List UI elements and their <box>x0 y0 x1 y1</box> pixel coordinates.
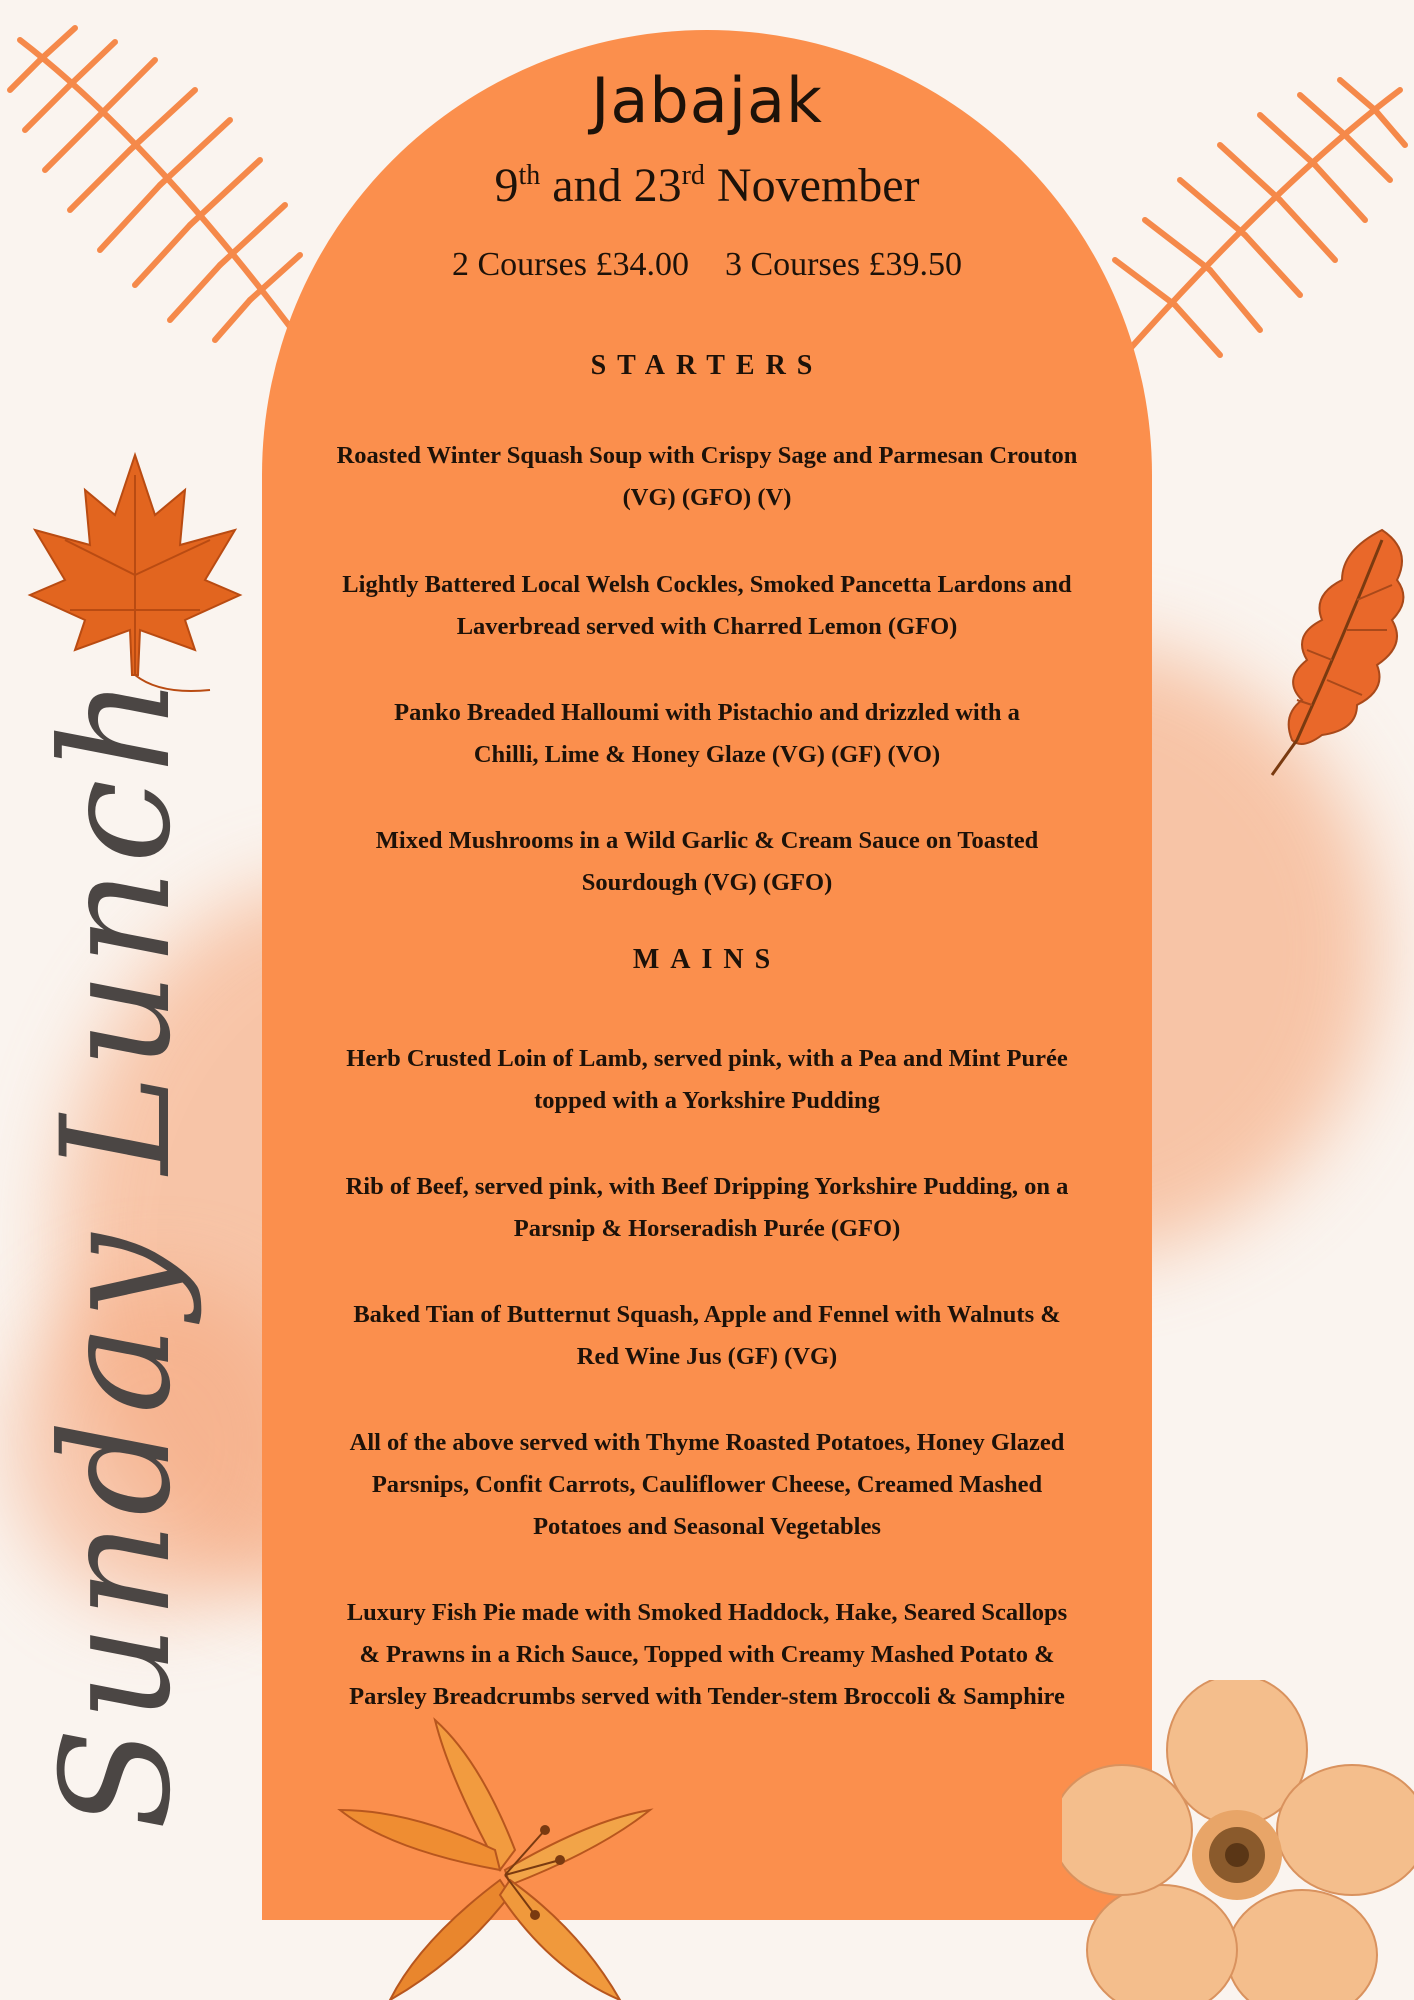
menu-prices <box>262 246 1152 284</box>
price-two-courses: 2 Courses £34.00 <box>451 246 689 283</box>
main-item-line: Potatoes and Seasonal Vegetables <box>533 1513 881 1540</box>
starter-item <box>262 435 1152 519</box>
side-script-title: Sunday Lunch <box>30 670 204 1830</box>
mains-heading: MAINS <box>632 944 782 975</box>
main-item-line: All of the above served with Thyme Roasted Potatoes, Honey Glazed <box>349 1429 1065 1456</box>
main-item-line: Luxury Fish Pie made with Smoked Haddock, Hake, Seared Scallops <box>346 1599 1068 1626</box>
main-item-fish-pie <box>262 1592 1152 1718</box>
main-item <box>262 1038 1152 1122</box>
starter-item-line: Sourdough (VG) (GFO) <box>581 869 833 896</box>
main-item-line: Rib of Beef, served pink, with Beef Dripping Yorkshire Pudding, on a <box>345 1173 1069 1200</box>
main-item-line: Parsnips, Confit Carrots, Cauliflower Cheese, Creamed Mashed <box>371 1471 1043 1498</box>
restaurant-title: Jabajak <box>591 64 823 137</box>
main-item-line: Herb Crusted Loin of Lamb, served pink, with a Pea and Mint Purée <box>346 1045 1068 1072</box>
starter-item <box>262 692 1152 776</box>
peach-flower-icon <box>1062 1680 1414 2000</box>
main-item-line: Parsley Breadcrumbs served with Tender-stem Broccoli & Samphire <box>349 1683 1065 1710</box>
date-and: and 23 <box>540 159 682 212</box>
date-suffix-2: rd <box>681 160 705 191</box>
main-item <box>262 1166 1152 1250</box>
main-item-line: Red Wine Jus (GF) (VG) <box>576 1343 838 1370</box>
price-three-courses: 3 Courses £39.50 <box>725 246 963 283</box>
starters-heading: STARTERS <box>590 350 824 381</box>
maple-leaf-icon <box>20 445 250 695</box>
starter-item-line: Mixed Mushrooms in a Wild Garlic & Cream Sauce on Toasted <box>375 827 1039 854</box>
starter-item-line: Lightly Battered Local Welsh Cockles, Smoked Pancetta Lardons and <box>342 571 1072 598</box>
main-item-line: Parsnip & Horseradish Purée (GFO) <box>513 1215 901 1242</box>
date-month: November <box>704 159 920 212</box>
menu-dates <box>262 158 1152 213</box>
date-day-1: 9 <box>494 159 519 212</box>
starter-item <box>262 564 1152 648</box>
main-item-line: Baked Tian of Butternut Squash, Apple and Fennel with Walnuts & <box>353 1301 1061 1328</box>
starter-item-line: Laverbread served with Charred Lemon (GFO) <box>456 613 958 640</box>
starter-item-line: (VG) (GFO) (V) <box>622 484 792 511</box>
main-sides-note <box>262 1422 1152 1548</box>
starter-item <box>262 820 1152 904</box>
starter-item-line: Roasted Winter Squash Soup with Crispy Sage and Parmesan Crouton <box>336 442 1078 469</box>
main-item-line: topped with a Yorkshire Pudding <box>534 1087 880 1114</box>
starter-item-line: Chilli, Lime & Honey Glaze (VG) (GF) (VO) <box>473 741 941 768</box>
date-suffix-1: th <box>518 160 541 191</box>
main-item <box>262 1294 1152 1378</box>
main-item-line: & Prawns in a Rich Sauce, Topped with Creamy Mashed Potato & <box>359 1641 1055 1668</box>
oak-leaf-icon <box>1262 520 1412 780</box>
starter-item-line: Panko Breaded Halloumi with Pistachio and drizzled with a <box>394 699 1020 726</box>
lily-flower-icon <box>330 1700 670 2000</box>
